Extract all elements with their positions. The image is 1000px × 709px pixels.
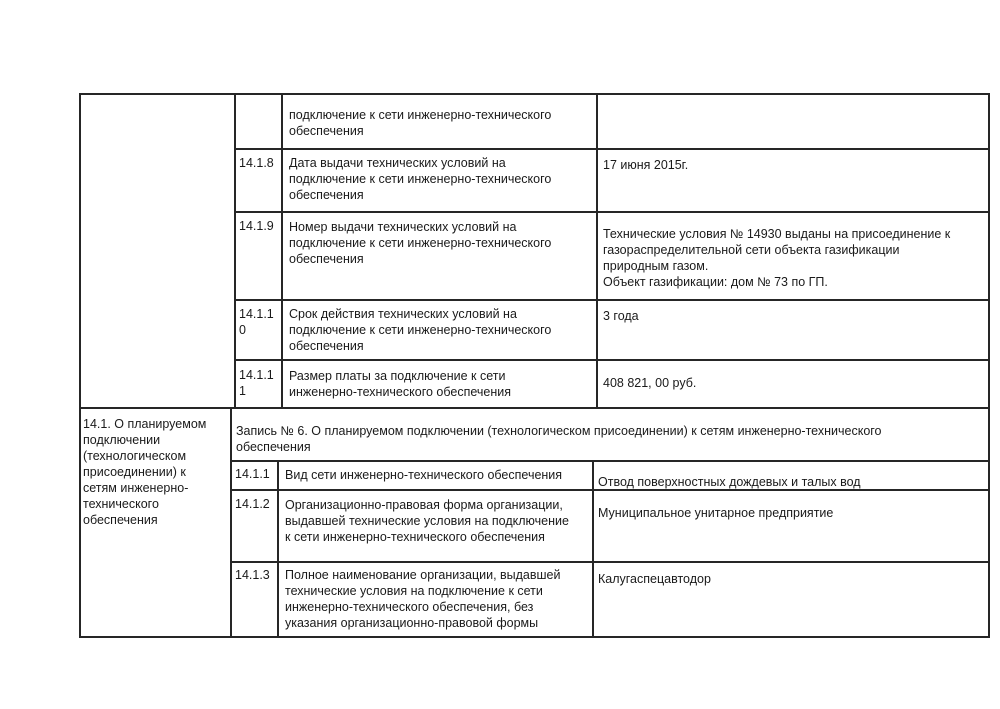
row-label-line: подключение к сети инженерно-технического xyxy=(289,323,552,337)
row-label-line: Организационно-правовая форма организации, xyxy=(285,498,563,512)
table-bottom-border xyxy=(79,636,990,638)
table-top-border xyxy=(79,93,990,95)
row-label-line: инженерно-технического обеспечения xyxy=(289,385,512,399)
row-number-line: 14.1.1 xyxy=(239,368,274,382)
row-number-line: 1 xyxy=(239,384,246,398)
row-label-line: подключение к сети инженерно-технического xyxy=(289,172,552,186)
row-value: Муниципальное унитарное предприятие xyxy=(598,506,834,520)
section-title-line: 14.1. О планируемом xyxy=(83,417,207,431)
row-label-line: указания организационно-правовой формы xyxy=(285,616,539,630)
section-title-line: (технологическом xyxy=(83,449,187,463)
section-title-line: подключении xyxy=(83,433,161,447)
row-value: 408 821, 00 руб. xyxy=(603,376,697,390)
row-number xyxy=(239,306,274,338)
row-label-line: обеспечения xyxy=(289,188,364,202)
row-label xyxy=(289,219,551,267)
record-heading xyxy=(236,423,882,455)
row-number: 14.1.9 xyxy=(239,219,274,233)
row-number: 14.1.3 xyxy=(235,568,270,582)
section-title-line: технического xyxy=(83,497,159,511)
row-label xyxy=(285,567,561,631)
row-number-line: 0 xyxy=(239,323,246,337)
row-label-line: технические условия на подключение к сети xyxy=(285,584,543,598)
row-label-line: подключение к сети инженерно-технического xyxy=(289,236,552,250)
row-value-line: природным газом. xyxy=(603,259,709,273)
row-value-line: Технические условия № 14930 выданы на присоединение к xyxy=(603,227,951,241)
block-divider xyxy=(79,407,990,409)
row-divider xyxy=(234,359,989,361)
row-divider xyxy=(234,299,989,301)
col-divider-b3 xyxy=(592,460,594,638)
row-label-line: Размер платы за подключение к сети xyxy=(289,369,506,383)
row-label: Вид сети инженерно-технического обеспечения xyxy=(285,468,563,482)
row-label xyxy=(289,306,551,354)
row-label-line: обеспечения xyxy=(289,124,364,138)
row-label-line: к сети инженерно-технического обеспечения xyxy=(285,530,545,544)
row-label-line: Срок действия технических условий на xyxy=(289,307,517,321)
section-title-line: присоединении) к xyxy=(83,465,186,479)
row-label-line: Полное наименование организации, выдавшей xyxy=(285,568,561,582)
section-title xyxy=(83,416,206,528)
row-divider xyxy=(234,211,989,213)
col-divider-b1 xyxy=(230,407,232,638)
row-label-line: обеспечения xyxy=(289,339,364,353)
row-value xyxy=(603,226,950,290)
row-number xyxy=(239,367,274,399)
row-divider xyxy=(230,460,989,462)
row-label xyxy=(289,155,551,203)
row-value: 17 июня 2015г. xyxy=(603,158,689,172)
row-value-line: газораспределительной сети объекта газификации xyxy=(603,243,900,257)
row-value: 3 года xyxy=(603,309,639,323)
row-number-line: 14.1.1 xyxy=(239,307,274,321)
section-title-line: сетям инженерно- xyxy=(83,481,189,495)
record-heading-line: Запись № 6. О планируемом подключении (технологическом присоединении) к сетям инженерно-технического xyxy=(236,424,882,438)
row-label-line: обеспечения xyxy=(289,252,364,266)
row-label-line: Дата выдачи технических условий на xyxy=(289,156,506,170)
row-label-line: подключение к сети инженерно-технического xyxy=(289,108,552,122)
row-number: 14.1.1 xyxy=(235,467,270,481)
section-title-line: обеспечения xyxy=(83,513,158,527)
row-number: 14.1.8 xyxy=(239,156,274,170)
col-divider-b2 xyxy=(277,460,279,638)
row-label-line: выдавшей технические условия на подключение xyxy=(285,514,569,528)
row-value-line: Объект газификации: дом № 73 по ГП. xyxy=(603,275,828,289)
row-divider xyxy=(234,148,989,150)
row-label-line: Номер выдачи технических условий на xyxy=(289,220,517,234)
row-divider xyxy=(230,561,989,563)
row-label xyxy=(289,368,511,400)
table-left-border xyxy=(79,93,81,638)
row-number: 14.1.2 xyxy=(235,497,270,511)
row-value: Отвод поверхностных дождевых и талых вод xyxy=(598,475,861,489)
table-right-border xyxy=(988,93,990,638)
row-label xyxy=(285,497,569,545)
row-value: Калугаспецавтодор xyxy=(598,572,711,586)
record-heading-line: обеспечения xyxy=(236,440,311,454)
table-row xyxy=(289,107,551,139)
row-label-line: инженерно-технического обеспечения, без xyxy=(285,600,534,614)
